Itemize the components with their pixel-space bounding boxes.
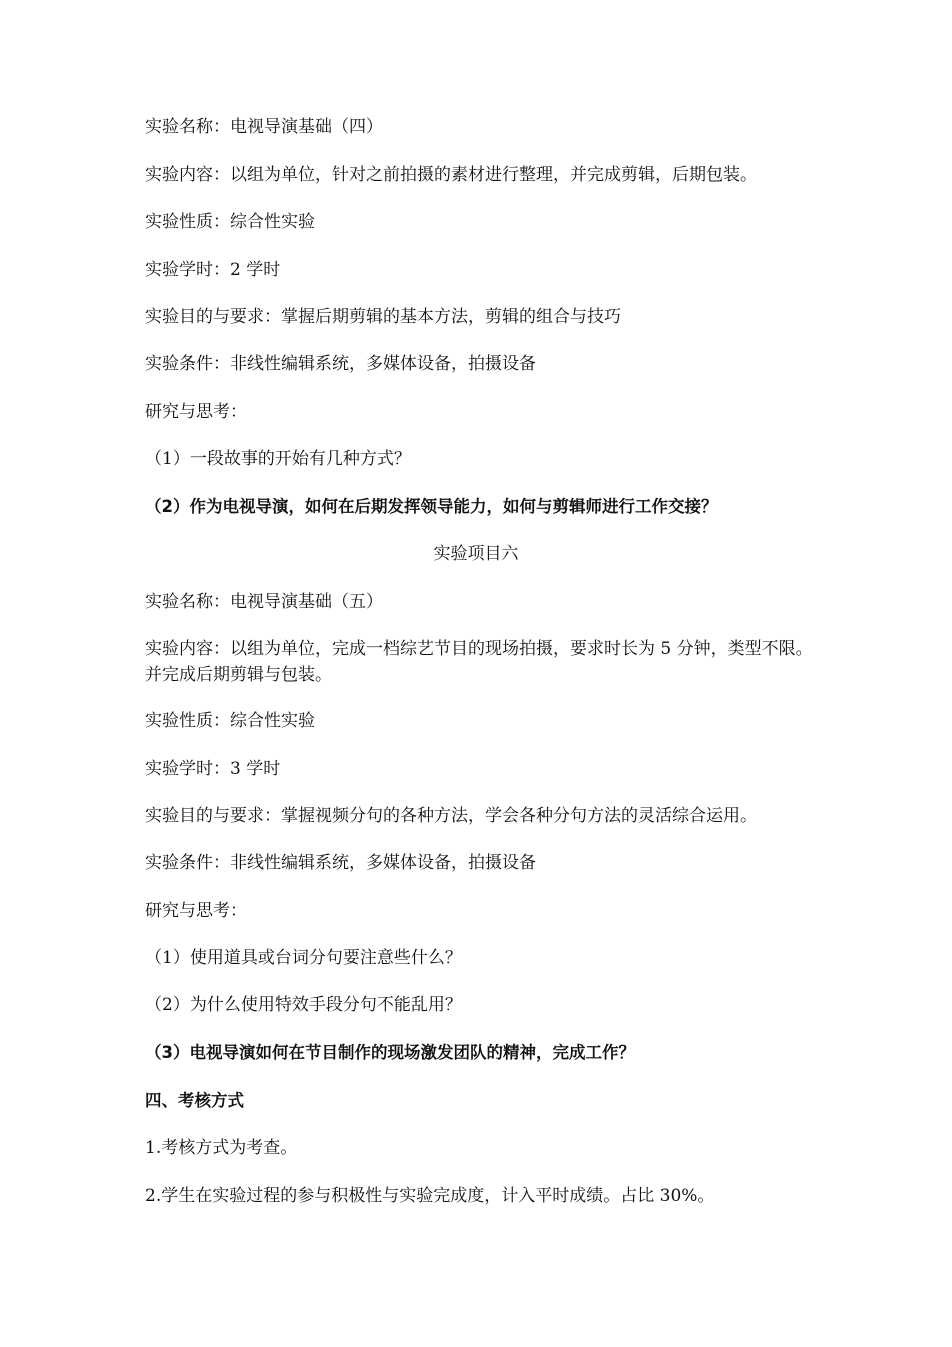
exp6-question-1: （1）使用道具或台词分句要注意些什么？	[145, 948, 462, 968]
exp6-question-3: （3）电视导演如何在节目制作的现场激发团队的精神，完成工作？	[145, 1043, 635, 1062]
exp4-goal: 实验目的与要求：掌握后期剪辑的基本方法，剪辑的组合与技巧	[145, 307, 621, 327]
exp4-question-1: （1）一段故事的开始有几种方式？	[145, 449, 411, 469]
exp6-conditions: 实验条件：非线性编辑系统，多媒体设备，拍摄设备	[145, 853, 536, 873]
exp4-nature: 实验性质：综合性实验	[145, 212, 315, 232]
exp4-conditions: 实验条件：非线性编辑系统，多媒体设备，拍摄设备	[145, 354, 536, 374]
assessment-item-2: 2.学生在实验过程的参与积极性与实验完成度，计入平时成绩。占比 30%。	[145, 1186, 715, 1206]
exp4-name: 实验名称：电视导演基础（四）	[145, 117, 383, 137]
exp4-question-2: （2）作为电视导演，如何在后期发挥领导能力，如何与剪辑师进行工作交接？	[145, 497, 718, 516]
exp4-content: 实验内容：以组为单位，针对之前拍摄的素材进行整理，并完成剪辑，后期包装。	[145, 165, 757, 185]
exp6-heading: 实验项目六	[433, 544, 519, 564]
exp4-hours: 实验学时：2 学时	[145, 260, 281, 280]
exp4-research-title: 研究与思考：	[145, 402, 247, 422]
assessment-item-1: 1.考核方式为考查。	[145, 1138, 298, 1158]
exp6-question-2: （2）为什么使用特效手段分句不能乱用？	[145, 995, 462, 1015]
exp6-nature: 实验性质：综合性实验	[145, 711, 315, 731]
assessment-heading: 四、考核方式	[145, 1091, 244, 1110]
exp6-goal: 实验目的与要求：掌握视频分句的各种方法，学会各种分句方法的灵活综合运用。	[145, 806, 757, 826]
exp6-name: 实验名称：电视导演基础（五）	[145, 592, 383, 612]
exp6-research-title: 研究与思考：	[145, 901, 247, 921]
exp6-content: 实验内容：以组为单位，完成一档综艺节目的现场拍摄，要求时长为 5 分钟，类型不限。并完成后期剪辑与包装。	[145, 639, 813, 685]
exp6-hours: 实验学时：3 学时	[145, 759, 281, 779]
